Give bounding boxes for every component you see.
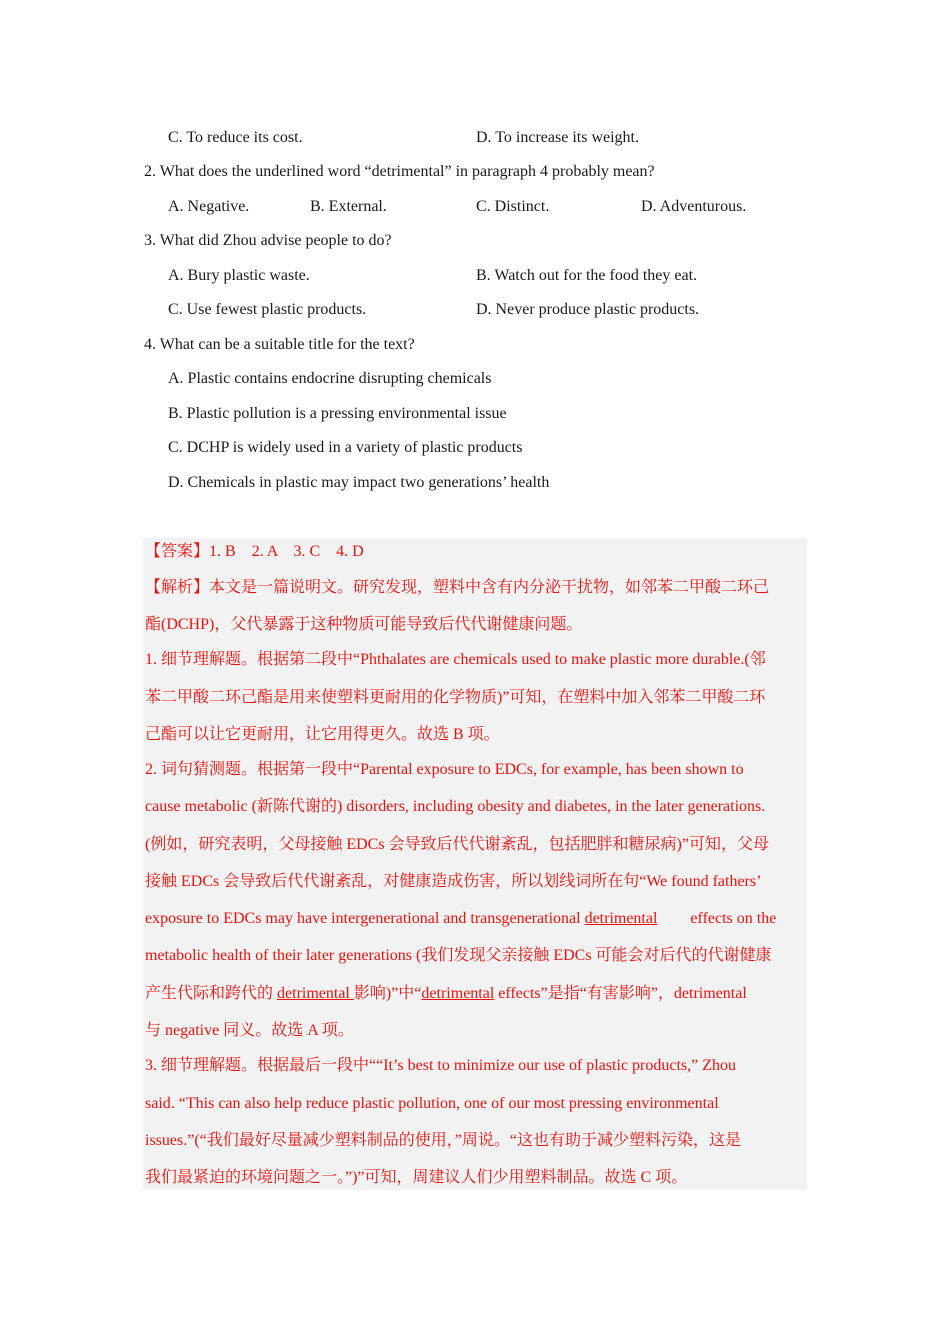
q4-option-d: D. Chemicals in plastic may impact two generations’ health [168, 474, 550, 491]
analysis-label: 【解析】 [145, 579, 210, 596]
q3-option-d: D. Never produce plastic products. [476, 301, 700, 318]
q3-stem: 3. What did Zhou advise people to do? [144, 232, 392, 249]
q4-stem: 4. What can be a suitable title for the text? [144, 336, 415, 353]
q4-option-b: B. Plastic pollution is a pressing environmental issue [168, 405, 507, 422]
analysis-q2-line-7-text: 产生代际和跨代的 [145, 985, 278, 1002]
analysis-q2-line-7 [145, 984, 747, 1004]
analysis-q1-line-2: 苯二甲酸二环己酯是用来使塑料更耐用的化学物质)”可知，在塑料中加入邻苯二甲酸二环 [145, 689, 766, 706]
q1-option-d: D. To increase its weight. [476, 129, 639, 146]
q3-option-b: B. Watch out for the food they eat. [476, 267, 698, 284]
q3-option-c: C. Use fewest plastic products. [168, 301, 367, 318]
analysis-q3-line-2: said. “This can also help reduce plastic pollution, one of our most pressing environmental [145, 1095, 719, 1112]
underlined-word-detrimental-2: detrimental [277, 985, 354, 1002]
analysis-q2-line-5-text: exposure to EDCs may have intergenerational and transgenerational [145, 910, 585, 927]
analysis-intro-line-2: 酯(DCHP)，父代暴露于这种物质可能导致后代代谢健康问题。 [145, 616, 583, 633]
analysis-q1-line-3: 己酯可以让它更耐用，让它用得更久。故选 B 项。 [145, 726, 500, 743]
underlined-word-detrimental-3: detrimental [421, 985, 495, 1002]
q2-option-b: B. External. [310, 198, 387, 215]
q1-option-c: C. To reduce its cost. [168, 129, 303, 146]
analysis-q3-line-3: issues.”(“我们最好尽量减少塑料制品的使用，”周说。“这也有助于减少塑料污染，这是 [145, 1132, 741, 1149]
analysis-q2-line-4: 接触 EDCs 会导致后代代谢紊乱，对健康造成伤害，所以划线词所在句“We found fathers’ [145, 873, 762, 890]
analysis-q2-line-3: (例如，研究表明，父母接触 EDCs 会导致后代代谢紊乱，包括肥胖和糖尿病)”可知，父母 [145, 836, 769, 853]
analysis-q2-line-5-tail: effects on the [690, 910, 777, 927]
analysis-q3-line-4: 我们最紧迫的环境问题之一。”)”可知，周建议人们少用塑料制品。故选 C 项。 [145, 1169, 688, 1186]
q4-option-c: C. DCHP is widely used in a variety of plastic products [168, 439, 523, 456]
analysis-q3-line-1: 3. 细节理解题。根据最后一段中““It’s best to minimize our use of plastic products,” Zhou [145, 1057, 737, 1074]
analysis-q2-line-5 [145, 909, 776, 929]
q2-option-d: D. Adventurous. [641, 198, 747, 215]
q2-option-c: C. Distinct. [476, 198, 550, 215]
answer-values: 1. B 2. A 3. C 4. D [209, 543, 364, 560]
analysis-q2-line-8: 与 negative 同义。故选 A 项。 [145, 1022, 354, 1039]
analysis-q1-line-1: 1. 细节理解题。根据第二段中“Phthalates are chemicals used to make plastic more durable.(邻 [145, 651, 766, 668]
analysis-q2-line-7-mid: 影响)”中“ [353, 985, 422, 1002]
analysis-q2-line-6: metabolic health of their later generations (我们发现父亲接触 EDCs 可能会对后代的代谢健康 [145, 947, 772, 964]
answer-line [145, 542, 364, 562]
underlined-word-detrimental: detrimental [584, 910, 658, 927]
analysis-q2-line-7-tail: effects”是指“有害影响”，detrimental [494, 985, 747, 1002]
q4-option-a: A. Plastic contains endocrine disrupting chemicals [168, 370, 492, 387]
analysis-q2-line-2: cause metabolic (新陈代谢的) disorders, including obesity and diabetes, in the later generations. [145, 798, 766, 815]
q3-option-a: A. Bury plastic waste. [168, 267, 310, 284]
q2-option-a: A. Negative. [168, 198, 250, 215]
analysis-intro-text-1: 本文是一篇说明文。研究发现，塑料中含有内分泌干扰物，如邻苯二甲酸二环己 [209, 579, 770, 596]
answer-analysis-box [143, 538, 807, 1190]
answer-label: 【答案】 [145, 543, 210, 560]
analysis-q2-line-1: 2. 词句猜测题。根据第一段中“Parental exposure to EDCs, for example, has been shown to [145, 761, 744, 778]
analysis-intro-line-1 [145, 578, 769, 598]
q2-stem: 2. What does the underlined word “detrimental” in paragraph 4 probably mean? [144, 163, 655, 180]
